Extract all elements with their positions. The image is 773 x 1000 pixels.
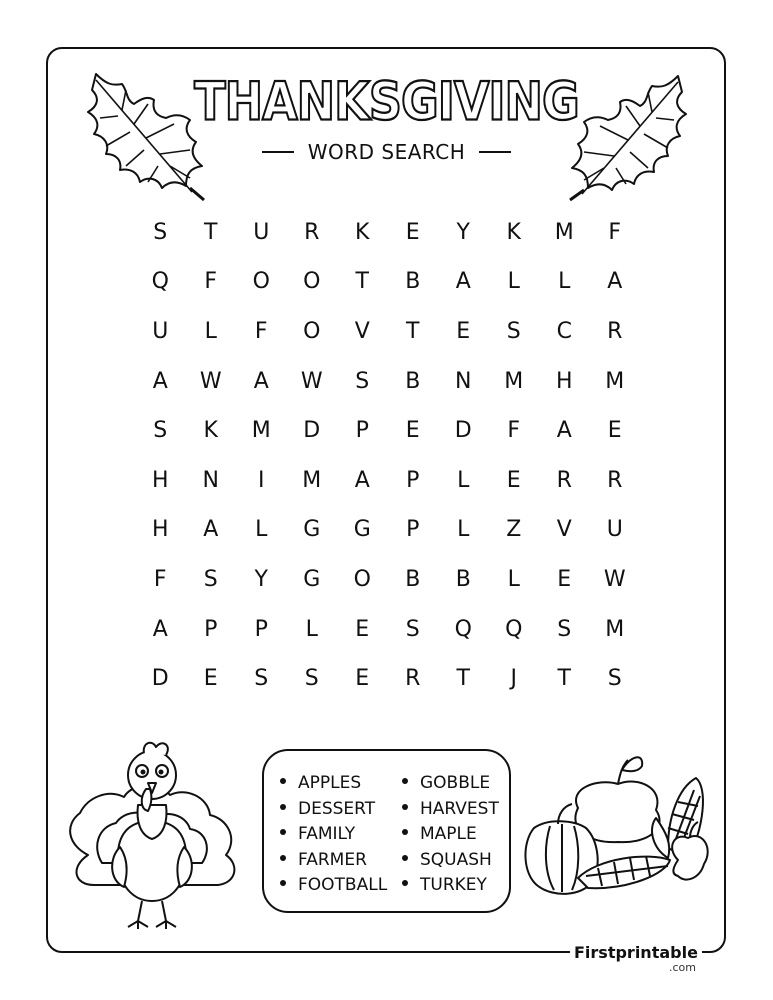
grid-letter: S: [203, 566, 218, 592]
grid-letter: Y: [456, 219, 470, 245]
grid-letter: G: [353, 517, 371, 543]
grid-letter: A: [152, 616, 168, 642]
grid-letter: Z: [506, 517, 522, 543]
word-list-item: [280, 771, 387, 797]
grid-letter: W: [199, 368, 222, 394]
bullet-icon: [280, 880, 286, 886]
grid-letter: T: [557, 666, 571, 692]
grid-letter: H: [151, 467, 169, 493]
grid-letter: T: [355, 269, 369, 295]
word-list-item: [402, 822, 499, 848]
grid-letter: S: [607, 666, 622, 692]
grid-letter: S: [254, 666, 269, 692]
grid-letter: J: [510, 666, 517, 692]
grid-letter: P: [254, 616, 268, 642]
grid-letter: R: [607, 467, 623, 493]
grid-letter: E: [203, 666, 218, 692]
grid-row: [135, 555, 640, 605]
brand-domain: .com: [669, 961, 696, 974]
grid-letter: S: [557, 616, 572, 642]
grid-letter: B: [405, 566, 421, 592]
grid-letter: P: [406, 467, 420, 493]
grid-letter: K: [355, 219, 370, 245]
bullet-icon: [280, 829, 286, 835]
grid-letter: L: [457, 517, 470, 543]
grid-letter: N: [202, 467, 219, 493]
word-label: DESSERT: [298, 798, 376, 819]
grid-letter: E: [456, 318, 471, 344]
subtitle-rule-right: [479, 151, 511, 153]
grid-letter: E: [405, 418, 420, 444]
grid-letter: S: [153, 219, 168, 245]
grid-letter: R: [405, 666, 421, 692]
grid-letter: L: [558, 269, 571, 295]
grid-letter: H: [555, 368, 573, 394]
grid-letter: C: [556, 318, 572, 344]
word-list-left: [280, 771, 387, 899]
grid-row: [135, 258, 640, 308]
grid-letter: A: [556, 418, 572, 444]
grid-row: [135, 307, 640, 357]
grid-letter: O: [303, 269, 321, 295]
word-label: FARMER: [298, 849, 367, 870]
grid-letter: I: [258, 467, 265, 493]
grid-letter: U: [152, 318, 169, 344]
grid-letter: Q: [505, 616, 523, 642]
grid-letter: G: [303, 517, 321, 543]
grid-letter: S: [506, 318, 521, 344]
grid-letter: E: [557, 566, 572, 592]
grid-letter: M: [251, 418, 271, 444]
word-list-item: [402, 797, 499, 823]
grid-letter: S: [153, 418, 168, 444]
grid-letter: D: [303, 418, 321, 444]
word-list-item: [402, 771, 499, 797]
subtitle-row: [0, 140, 773, 164]
grid-letter: W: [300, 368, 323, 394]
grid-letter: M: [605, 616, 625, 642]
grid-letter: E: [355, 616, 370, 642]
bullet-icon: [402, 829, 408, 835]
grid-letter: P: [355, 418, 369, 444]
turkey-illustration: [58, 735, 248, 935]
word-list-item: [280, 797, 387, 823]
grid-letter: U: [253, 219, 270, 245]
brand-logo: [570, 943, 700, 974]
bullet-icon: [280, 855, 286, 861]
word-list-item: [280, 873, 387, 899]
grid-letter: S: [304, 666, 319, 692]
grid-letter: B: [405, 269, 421, 295]
harvest-illustration: [518, 748, 718, 898]
grid-letter: L: [255, 517, 268, 543]
grid-letter: F: [507, 418, 521, 444]
grid-letter: N: [455, 368, 472, 394]
grid-letter: A: [455, 269, 471, 295]
word-list-right: [402, 771, 499, 899]
grid-letter: M: [605, 368, 625, 394]
grid-letter: M: [302, 467, 322, 493]
grid-letter: A: [152, 368, 168, 394]
grid-letter: T: [456, 666, 470, 692]
bullet-icon: [402, 804, 408, 810]
bullet-icon: [402, 880, 408, 886]
word-list-item: [402, 848, 499, 874]
grid-row: [135, 406, 640, 456]
grid-letter: R: [556, 467, 572, 493]
word-label: HARVEST: [420, 798, 499, 819]
grid-letter: U: [606, 517, 623, 543]
grid-letter: G: [303, 566, 321, 592]
page-title: THANKSGIVING: [194, 70, 579, 133]
grid-letter: T: [406, 318, 420, 344]
grid-letter: M: [504, 368, 524, 394]
grid-letter: E: [405, 219, 420, 245]
grid-letter: A: [203, 517, 219, 543]
grid-letter: F: [254, 318, 268, 344]
grid-row: [135, 357, 640, 407]
word-list-box: [262, 749, 511, 913]
grid-letter: L: [457, 467, 470, 493]
grid-letter: L: [507, 269, 520, 295]
grid-letter: F: [204, 269, 218, 295]
word-list-item: [280, 822, 387, 848]
grid-letter: F: [153, 566, 167, 592]
grid-letter: S: [355, 368, 370, 394]
grid-letter: Q: [151, 269, 169, 295]
word-label: TURKEY: [420, 875, 487, 895]
grid-letter: R: [607, 318, 623, 344]
word-label: FAMILY: [298, 824, 356, 844]
grid-letter: Y: [254, 566, 268, 592]
grid-letter: B: [455, 566, 471, 592]
brand-name: Firstprintable: [570, 943, 702, 962]
grid-letter: O: [303, 318, 321, 344]
grid-letter: D: [454, 418, 472, 444]
letter-grid: [135, 208, 640, 704]
bullet-icon: [402, 778, 408, 784]
grid-letter: E: [355, 666, 370, 692]
grid-letter: H: [151, 517, 169, 543]
grid-letter: K: [203, 418, 218, 444]
grid-letter: L: [204, 318, 217, 344]
grid-letter: O: [353, 566, 371, 592]
grid-letter: L: [305, 616, 318, 642]
grid-row: [135, 605, 640, 655]
grid-letter: O: [252, 269, 270, 295]
grid-letter: E: [607, 418, 622, 444]
grid-letter: M: [554, 219, 574, 245]
grid-letter: T: [204, 219, 218, 245]
grid-letter: L: [507, 566, 520, 592]
grid-letter: E: [506, 467, 521, 493]
word-label: MAPLE: [420, 824, 477, 844]
bullet-icon: [280, 804, 286, 810]
bullet-icon: [402, 855, 408, 861]
grid-letter: B: [405, 368, 421, 394]
word-label: APPLES: [298, 773, 362, 793]
grid-letter: P: [406, 517, 420, 543]
word-label: SQUASH: [420, 849, 492, 870]
word-list-item: [402, 873, 499, 899]
page-subtitle: WORD SEARCH: [307, 140, 466, 164]
grid-letter: P: [204, 616, 218, 642]
grid-letter: V: [556, 517, 572, 543]
grid-row: [135, 456, 640, 506]
grid-letter: F: [608, 219, 622, 245]
grid-letter: A: [607, 269, 623, 295]
grid-letter: V: [354, 318, 370, 344]
grid-row: [135, 208, 640, 258]
grid-letter: A: [354, 467, 370, 493]
word-label: GOBBLE: [420, 773, 491, 793]
grid-row: [135, 654, 640, 704]
bullet-icon: [280, 778, 286, 784]
grid-letter: A: [253, 368, 269, 394]
subtitle-rule-left: [262, 151, 294, 153]
grid-letter: K: [506, 219, 521, 245]
word-list-item: [280, 848, 387, 874]
grid-letter: D: [151, 666, 169, 692]
grid-letter: Q: [454, 616, 472, 642]
grid-letter: S: [405, 616, 420, 642]
word-label: FOOTBALL: [298, 875, 388, 895]
grid-letter: R: [304, 219, 320, 245]
grid-letter: W: [603, 566, 626, 592]
grid-row: [135, 506, 640, 556]
